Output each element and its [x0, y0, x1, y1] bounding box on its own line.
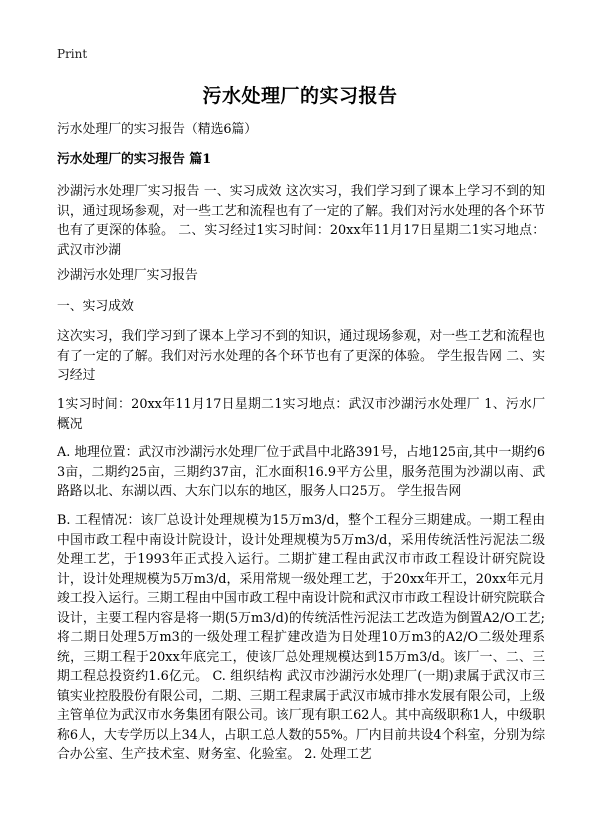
paragraph-1: 沙湖污水处理厂实习报告 一、实习成效 这次实习，我们学习到了课本上学习不到的知识，通过现场参观，对一些工艺和流程也有了一定的了解。我们对污水处理的各个环节也有了更深的体验。 二、实习经过1实习时间：20xx年11月17日星期二1实习地点：武汉市沙湖: [57, 184, 545, 258]
paragraph-2: 沙湖污水处理厂实习报告: [57, 268, 198, 283]
paragraph-5: 1实习时间：20xx年11月17日星期二1实习地点：武汉市沙湖污水处理厂 1、污水厂概况: [57, 397, 545, 432]
section-heading: 污水处理厂的实习报告 篇1: [57, 152, 212, 167]
paragraph-3: 一、实习成效: [57, 299, 134, 314]
document-subtitle: 污水处理厂的实习报告（精选6篇）: [57, 122, 258, 137]
paragraph-7: B. 工程情况：该厂总设计处理规模为15万m3/d，整个工程分三期建成。一期工程由中国市政工程中南设计院设计，设计处理规模为5万m3/d，采用传统活性污泥法二级处理工艺，于1993年正式投入运行。二期扩建工程由武汉市市政工程设计研究院设计，设计处理规模为5万m3/d，采用常规一级处理工艺，于20xx年开工，20xx年元月竣工投入运行。三期工程由中国市政工程中南设计院和武汉市市政工程设计研究院联合设计，主要工程内容是将一期(5万m3/d)的传统活性污泥法工艺改造为倒置A2/O工艺;将二期日处理5万m3的一级处理工程扩建改造为日处理10万m3的A2/O二级处理系统，三期工程于20xx年底完工，使该厂总处理规模达到15万m3/d。该厂一、二、三期工程总投资约1.6亿元。 C. 组织结构 武汉市沙湖污水处理厂(一期)隶属于武汉市三镇实业控股股份有限公司，二期、三期工程隶属于武汉市城市排水发展有限公司，上级主管单位为武汉市水务集团有限公司。该厂现有职工62人。其中高级职称1人，中级职称6人，大专学历以上34人，占职工总人数的55%。厂内目前共设4个科室，分别为综合办公室、生产技术室、财务室、化验室。 2. 处理工艺: [57, 513, 545, 762]
document-title: 污水处理厂的实习报告: [202, 85, 398, 107]
paragraph-6: A. 地理位置：武汉市沙湖污水处理厂位于武昌中北路391号，占地125亩,其中一期约63亩，二期约25亩，三期约37亩，汇水面积16.9平方公里，服务范围为沙湖以南、武路路以北、东湖以西、大东门以东的地区，服务人口25万。 学生报告网: [57, 445, 545, 499]
print-label[interactable]: Print: [57, 47, 88, 61]
paragraph-4: 这次实习，我们学习到了课本上学习不到的知识，通过现场参观，对一些工艺和流程也有了一定的了解。我们对污水处理的各个环节也有了更深的体验。 学生报告网 二、实习经过: [57, 329, 545, 383]
